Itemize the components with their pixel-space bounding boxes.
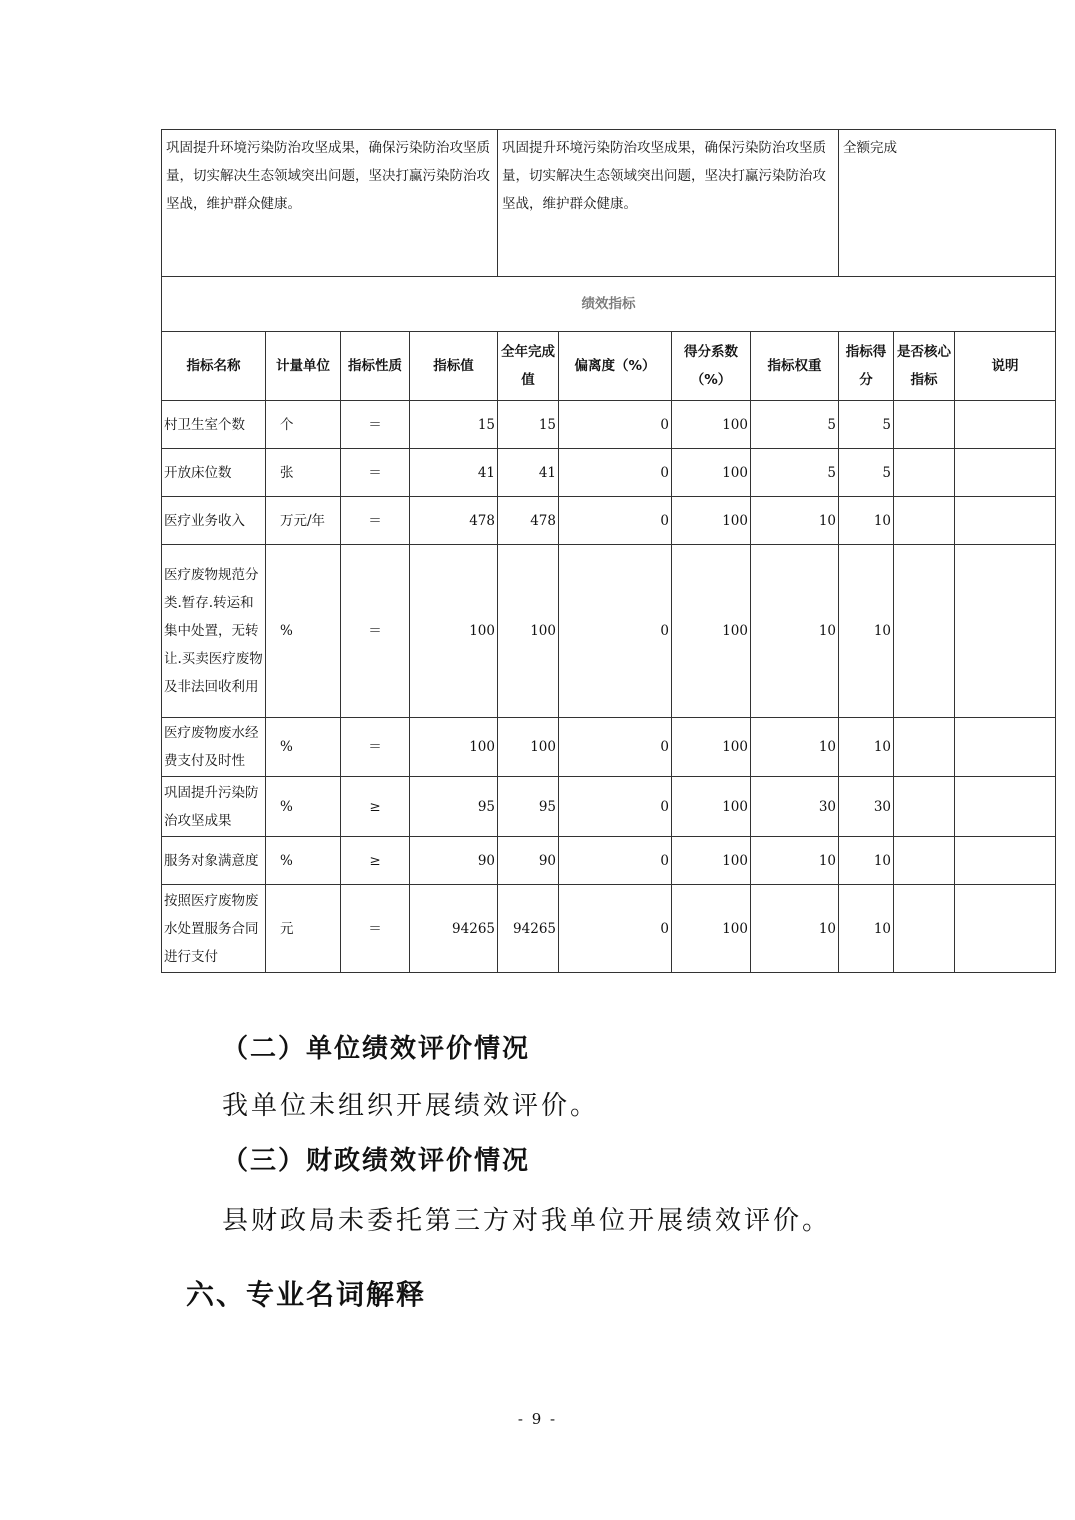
table-row	[162, 497, 1056, 545]
section-title: 绩效指标	[162, 277, 1056, 332]
header-cell: 指标性质	[341, 332, 410, 401]
indicator-name: 村卫生室个数	[162, 401, 266, 449]
table-row	[162, 718, 1056, 777]
indicator-coefficient: 100	[672, 885, 751, 973]
indicator-deviation: 0	[559, 718, 672, 777]
goal-status-text: 全额完成	[843, 140, 897, 156]
indicator-note	[955, 885, 1056, 973]
indicator-actual: 41	[498, 449, 559, 497]
indicator-unit: %	[266, 777, 341, 837]
header-row	[162, 332, 1056, 401]
indicator-score: 30	[839, 777, 894, 837]
indicator-weight: 5	[751, 401, 839, 449]
header-cell: 是否核心指标	[894, 332, 955, 401]
indicator-nature: ＝	[341, 401, 410, 449]
indicator-target: 100	[410, 545, 498, 718]
indicator-nature: ≥	[341, 777, 410, 837]
indicator-nature: ＝	[341, 449, 410, 497]
indicator-deviation: 0	[559, 545, 672, 718]
indicator-note	[955, 545, 1056, 718]
indicator-deviation: 0	[559, 777, 672, 837]
indicator-core	[894, 401, 955, 449]
indicator-actual: 100	[498, 545, 559, 718]
indicator-actual: 95	[498, 777, 559, 837]
indicator-coefficient: 100	[672, 777, 751, 837]
indicator-actual: 94265	[498, 885, 559, 973]
table-row	[162, 837, 1056, 885]
indicator-unit: 元	[266, 885, 341, 973]
indicator-core	[894, 837, 955, 885]
indicator-weight: 10	[751, 497, 839, 545]
indicator-name: 医疗业务收入	[162, 497, 266, 545]
indicator-name: 巩固提升污染防治攻坚成果	[162, 777, 266, 837]
indicator-nature: ＝	[341, 718, 410, 777]
paragraph-unit-evaluation: 我单位未组织开展绩效评价。	[222, 1091, 600, 1121]
table-row	[162, 545, 1056, 718]
indicator-unit: 万元/年	[266, 497, 341, 545]
indicator-core	[894, 777, 955, 837]
indicator-unit: 张	[266, 449, 341, 497]
table-row	[162, 777, 1056, 837]
indicator-weight: 10	[751, 885, 839, 973]
indicator-weight: 10	[751, 718, 839, 777]
indicator-score: 10	[839, 885, 894, 973]
indicator-core	[894, 449, 955, 497]
indicator-core	[894, 497, 955, 545]
table-row	[162, 401, 1056, 449]
indicator-deviation: 0	[559, 497, 672, 545]
indicator-note	[955, 718, 1056, 777]
indicator-coefficient: 100	[672, 718, 751, 777]
indicator-deviation: 0	[559, 401, 672, 449]
indicator-score: 5	[839, 401, 894, 449]
indicator-target: 90	[410, 837, 498, 885]
indicator-target: 478	[410, 497, 498, 545]
indicator-actual: 15	[498, 401, 559, 449]
indicator-score: 10	[839, 497, 894, 545]
indicator-note	[955, 401, 1056, 449]
indicator-nature: ≥	[341, 837, 410, 885]
indicator-nature: ＝	[341, 497, 410, 545]
indicator-coefficient: 100	[672, 545, 751, 718]
goal-plan-text: 巩固提升环境污染防治攻坚成果，确保污染防治攻坚质量，切实解决生态领域突出问题，坚决打赢污染防治攻坚战，维护群众健康。	[166, 140, 490, 212]
header-cell: 全年完成值	[498, 332, 559, 401]
goal-plan-cell	[162, 130, 498, 277]
paragraph-finance-evaluation: 县财政局未委托第三方对我单位开展绩效评价。	[222, 1206, 832, 1236]
indicator-score: 10	[839, 837, 894, 885]
indicator-score: 10	[839, 545, 894, 718]
header-cell: 计量单位	[266, 332, 341, 401]
indicator-note	[955, 777, 1056, 837]
indicator-score: 5	[839, 449, 894, 497]
indicator-weight: 30	[751, 777, 839, 837]
indicator-deviation: 0	[559, 837, 672, 885]
indicator-coefficient: 100	[672, 497, 751, 545]
indicator-target: 94265	[410, 885, 498, 973]
goal-row	[162, 130, 1056, 277]
header-cell: 指标值	[410, 332, 498, 401]
indicator-note	[955, 449, 1056, 497]
indicator-deviation: 0	[559, 885, 672, 973]
indicator-target: 15	[410, 401, 498, 449]
header-cell: 偏离度（%）	[559, 332, 672, 401]
heading-finance-evaluation: （三）财政绩效评价情况	[222, 1146, 531, 1176]
indicator-coefficient: 100	[672, 449, 751, 497]
indicator-nature: ＝	[341, 545, 410, 718]
indicator-coefficient: 100	[672, 401, 751, 449]
indicator-rows	[162, 401, 1056, 973]
indicator-coefficient: 100	[672, 837, 751, 885]
indicator-name: 按照医疗废物废水处置服务合同进行支付	[162, 885, 266, 973]
indicator-deviation: 0	[559, 449, 672, 497]
indicator-unit: 个	[266, 401, 341, 449]
indicator-unit: %	[266, 837, 341, 885]
goal-actual-cell	[498, 130, 839, 277]
indicator-name: 服务对象满意度	[162, 837, 266, 885]
page-number: - 9 -	[517, 1410, 558, 1428]
goal-status-cell	[839, 130, 1056, 277]
indicator-actual: 478	[498, 497, 559, 545]
indicator-name: 医疗废物规范分类.暂存.转运和集中处置，无转让.买卖医疗废物及非法回收利用	[162, 545, 266, 718]
indicator-actual: 90	[498, 837, 559, 885]
indicator-note	[955, 497, 1056, 545]
goal-actual-text: 巩固提升环境污染防治攻坚成果，确保污染防治攻坚质量，切实解决生态领域突出问题，坚决打赢污染防治攻坚战，维护群众健康。	[502, 140, 826, 212]
indicator-core	[894, 545, 955, 718]
indicator-target: 95	[410, 777, 498, 837]
section-row	[162, 277, 1056, 332]
table-row	[162, 885, 1056, 973]
header-cell: 得分系数（%）	[672, 332, 751, 401]
header-cell: 指标得分	[839, 332, 894, 401]
indicator-target: 41	[410, 449, 498, 497]
heading-unit-evaluation: （二）单位绩效评价情况	[222, 1034, 531, 1064]
indicator-note	[955, 837, 1056, 885]
header-cell: 指标权重	[751, 332, 839, 401]
indicator-name: 开放床位数	[162, 449, 266, 497]
indicator-core	[894, 885, 955, 973]
indicator-weight: 10	[751, 545, 839, 718]
indicator-core	[894, 718, 955, 777]
performance-table	[161, 129, 1056, 973]
heading-terminology: 六、专业名词解释	[186, 1278, 427, 1311]
indicator-actual: 100	[498, 718, 559, 777]
indicator-nature: ＝	[341, 885, 410, 973]
header-cell: 指标名称	[162, 332, 266, 401]
header-cell: 说明	[955, 332, 1056, 401]
indicator-name: 医疗废物废水经费支付及时性	[162, 718, 266, 777]
indicator-target: 100	[410, 718, 498, 777]
indicator-weight: 10	[751, 837, 839, 885]
table-row	[162, 449, 1056, 497]
indicator-unit: %	[266, 545, 341, 718]
indicator-weight: 5	[751, 449, 839, 497]
indicator-score: 10	[839, 718, 894, 777]
indicator-unit: %	[266, 718, 341, 777]
